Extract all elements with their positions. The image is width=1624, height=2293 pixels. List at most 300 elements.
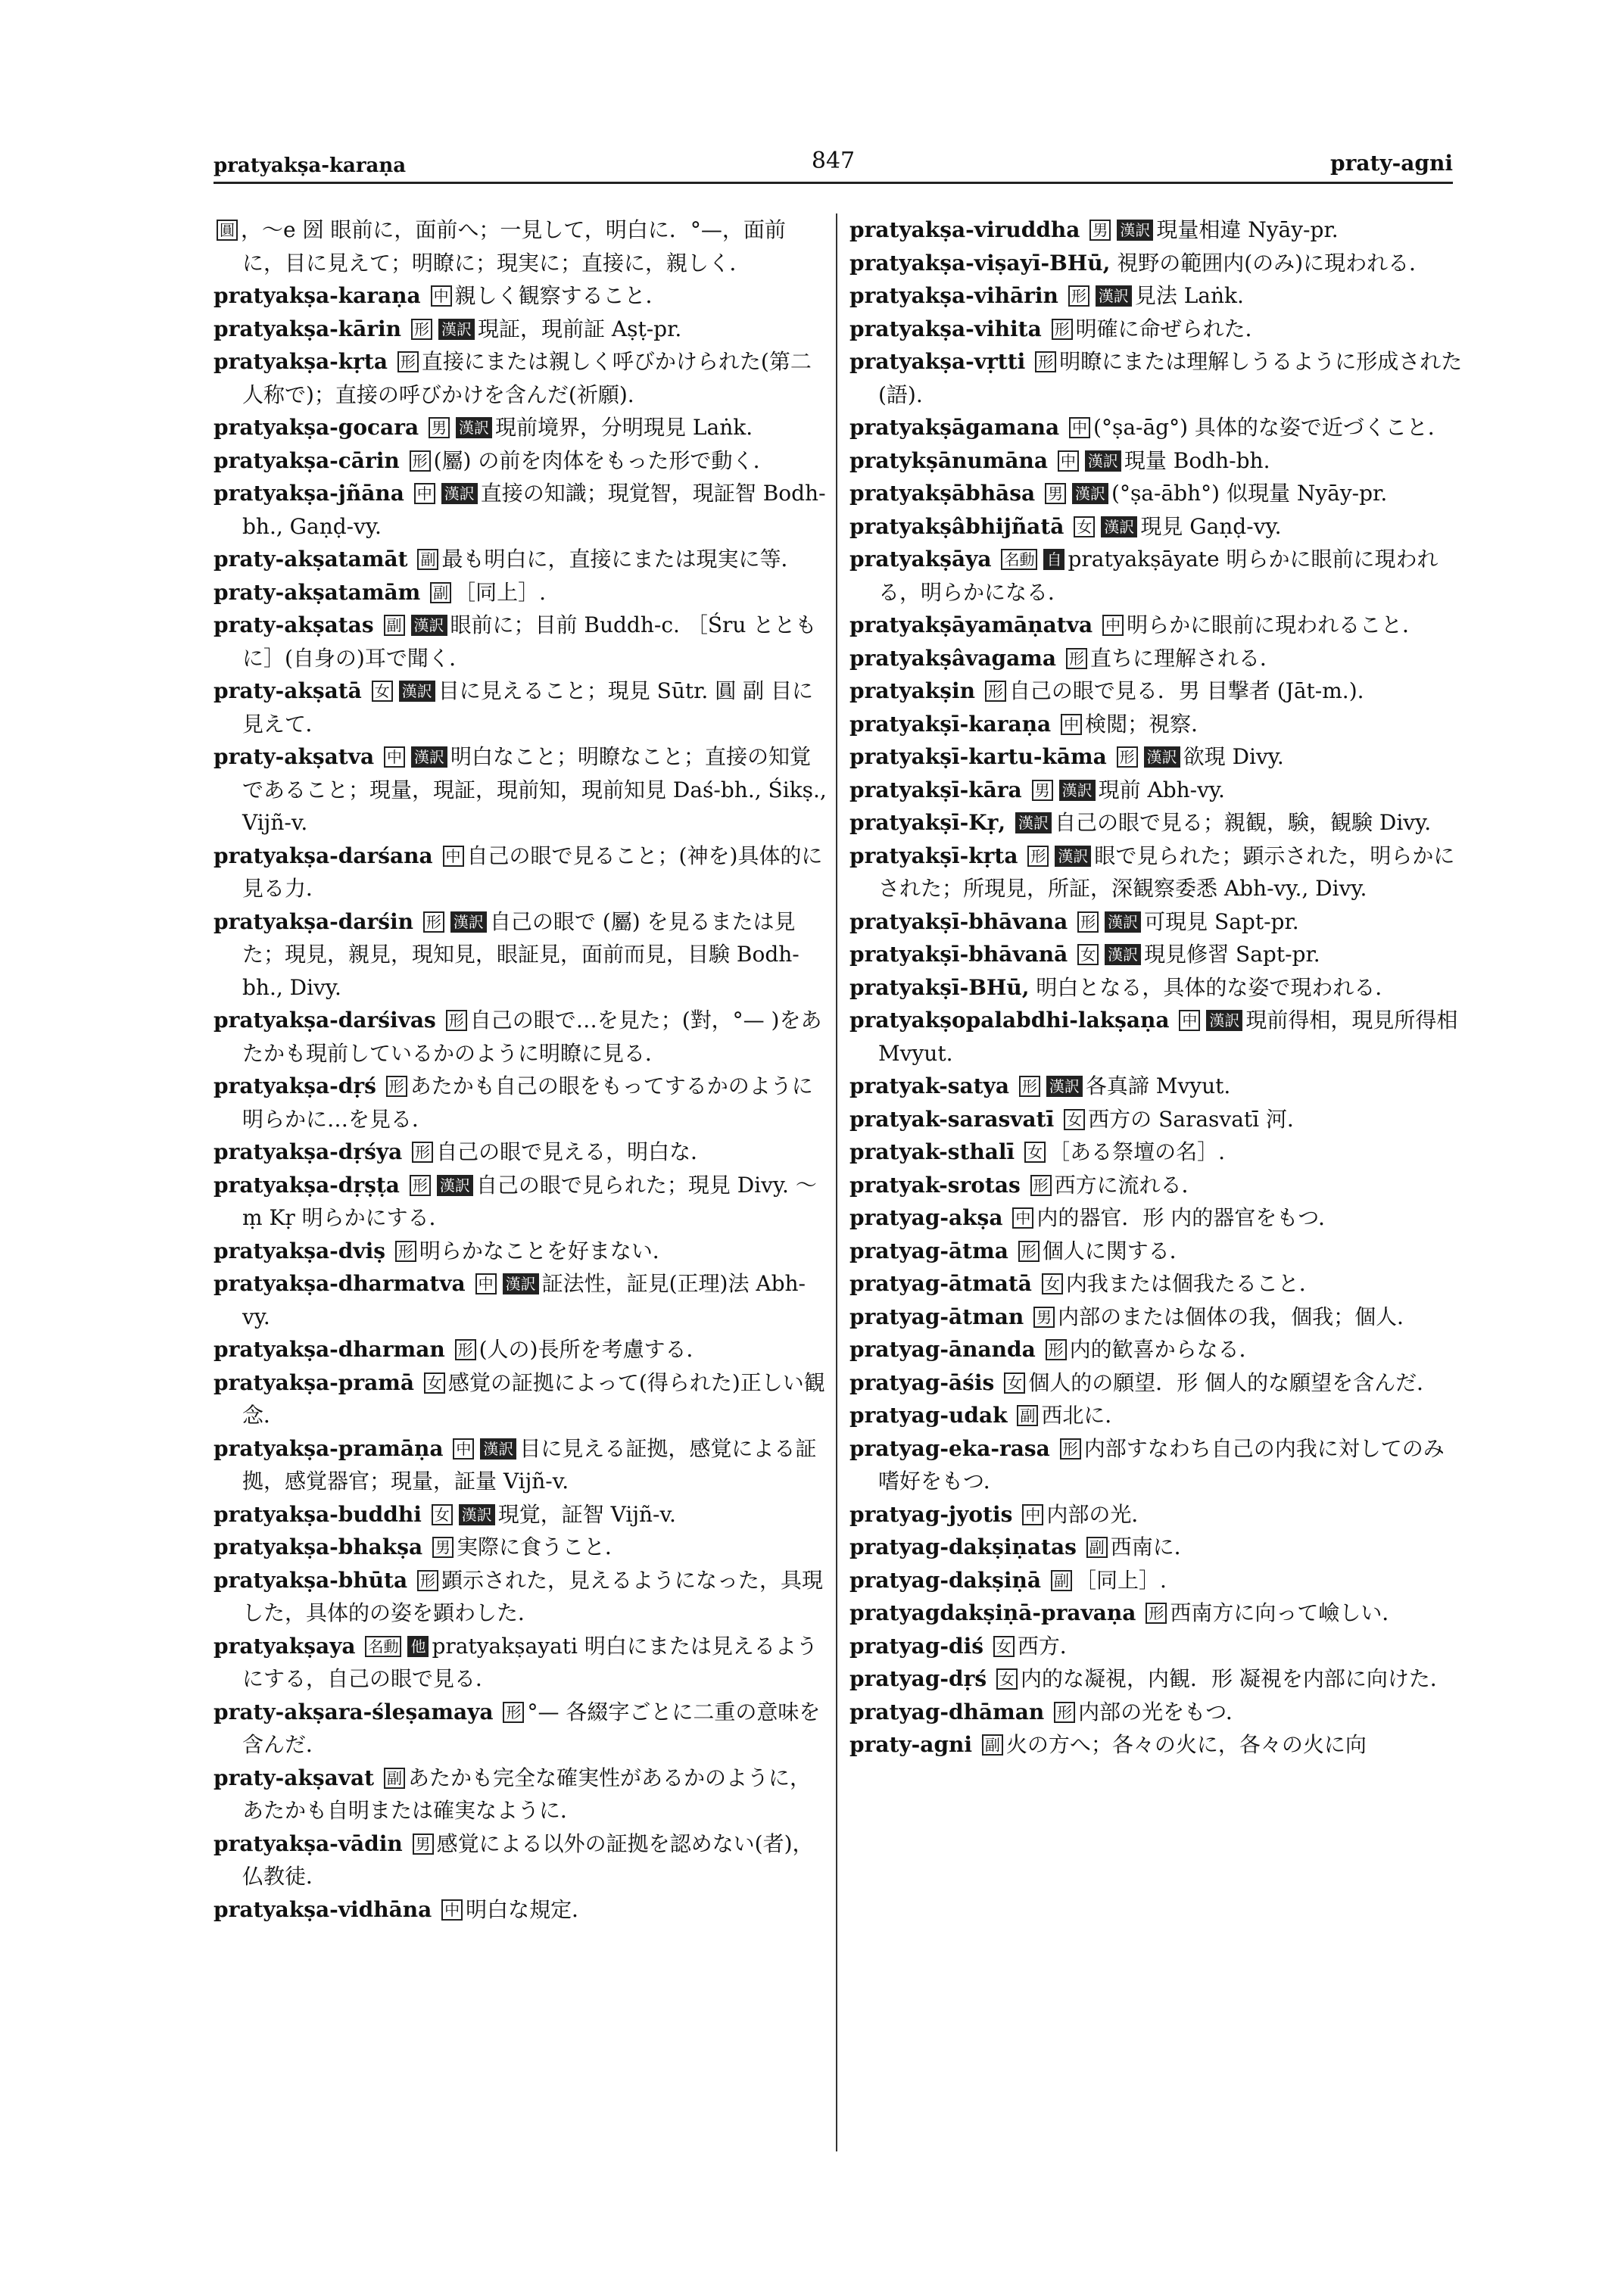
grammar-tag: 形 [446, 1010, 467, 1031]
definition-text: 内我または個我たること． [1065, 1271, 1320, 1296]
definition-text: 明らかなことを好まない． [419, 1238, 674, 1263]
dictionary-entry [849, 971, 1464, 1005]
headword: praty-akṣatva [214, 744, 375, 769]
dictionary-entry [849, 1267, 1464, 1301]
definition-text: (人の)長所を考慮する． [478, 1337, 708, 1362]
headword: pratyak-sthalī [849, 1139, 1015, 1164]
dictionary-entry [849, 411, 1464, 444]
dictionary-entry [214, 444, 827, 478]
headword: pratyag-dakṣiṇatas [849, 1534, 1077, 1559]
grammar-tag: 副 [1017, 1405, 1038, 1426]
translation-tag: 漢訳 [399, 681, 435, 702]
headword: pratyakṣa-viṣayī-BHū, [849, 250, 1111, 276]
headword: praty-akṣatamāt [214, 547, 408, 572]
grammar-tag: 形 [455, 1339, 476, 1360]
headword: pratykṣānumāna [849, 447, 1048, 473]
translation-tag: 漢訳 [1206, 1010, 1242, 1031]
running-head-left: pratyakṣa-karaṇa [214, 154, 407, 177]
definition-text: 西南方に向って嶮しい． [1170, 1600, 1404, 1625]
dictionary-entry [214, 576, 827, 609]
headword: pratyakṣa-vādin [214, 1830, 403, 1856]
definition-text: 内部すなわち自己の内我に対してのみ嗜好をもつ． [878, 1435, 1445, 1494]
grammar-tag: 中 [1179, 1010, 1200, 1031]
definition-text: あたかも自己の眼をもってするかのように明らかに…を見る． [242, 1073, 813, 1132]
grammar-tag: 形 [1019, 1076, 1040, 1097]
dictionary-entry [214, 1531, 827, 1564]
grammar-tag: 中 [453, 1438, 474, 1460]
grammar-tag: 形 [503, 1702, 524, 1723]
dictionary-entry [849, 1432, 1464, 1498]
headword: pratyakṣī-karaṇa [849, 711, 1052, 737]
translation-tag: 漢訳 [450, 911, 487, 933]
definition-text: 実際に食うこと． [457, 1534, 627, 1559]
headword: pratyag-eka-rasa [849, 1435, 1050, 1461]
definition-text: °— 各綴字ごとに二重の意味を含んだ． [242, 1699, 821, 1757]
definition-text: 現前得相，現見所得相 Mvyut. [878, 1008, 1458, 1066]
grammar-tag: 形 [423, 911, 444, 933]
dictionary-entry [849, 840, 1464, 905]
grammar-tag: 中 [414, 483, 435, 504]
running-head-right: praty-agni [1329, 151, 1453, 176]
definition-text: 明瞭にまたは理解しうるように形成された(語). [878, 349, 1463, 407]
grammar-tag: 中 [1102, 615, 1124, 636]
definition-text: 内的器官．形 内的器官をもつ． [1036, 1205, 1340, 1230]
dictionary-entry [214, 740, 827, 840]
dictionary-entry [849, 708, 1464, 741]
dictionary-entry [849, 543, 1464, 609]
definition-text: 現見修習 Sapt-pr. [1144, 942, 1320, 967]
definition-text: 自己の眼で見ること；(神を)具体的に見る力． [242, 843, 823, 901]
grammar-tag: 男 [1045, 483, 1066, 504]
definition-text: 検閲；視察． [1085, 711, 1213, 737]
dictionary-entry [214, 1169, 827, 1235]
definition-text: 現前境界，分明現見 Laṅk. [495, 415, 753, 440]
grammar-tag: 形 [1060, 1438, 1081, 1460]
definition-text: 眼前に；目前 Buddh-c. ［Śru とともに］(自身の)耳で聞く． [242, 612, 817, 671]
headword: pratyakṣin [849, 678, 975, 703]
headword: praty-akṣatā [214, 678, 362, 703]
headword: pratyakṣa-cārin [214, 447, 400, 473]
definition-text: 自己の眼で見る．男 目撃者 (Jāt-m.). [1008, 678, 1364, 703]
grammar-tag: 中 [1012, 1207, 1033, 1229]
dictionary-entry [849, 345, 1464, 411]
dictionary-entry [214, 1333, 827, 1366]
definition-text: 西方の Sarasvatī 河． [1088, 1106, 1309, 1132]
dictionary-entry [849, 1333, 1464, 1366]
dictionary-entry [849, 510, 1464, 544]
grammar-tag: 女 [432, 1504, 453, 1525]
grammar-tag: 形 [1066, 648, 1087, 669]
translation-tag: 漢訳 [1105, 911, 1141, 933]
headword: pratyakṣāya [849, 547, 992, 572]
definition-text: 内部の光． [1046, 1501, 1153, 1527]
translation-tag: 漢訳 [438, 319, 475, 340]
translation-tag: 漢訳 [1085, 450, 1121, 472]
dictionary-entry [849, 1301, 1464, 1334]
dictionary-entry [214, 1366, 827, 1432]
grammar-tag: 副 [384, 1768, 405, 1789]
translation-tag: 漢訳 [1101, 516, 1137, 537]
dictionary-entry [849, 740, 1464, 774]
translation-tag: 漢訳 [480, 1438, 516, 1460]
translation-tag: 漢訳 [459, 1504, 495, 1525]
grammar-tag: 女 [996, 1668, 1018, 1690]
dictionary-entry [214, 1564, 827, 1630]
headword: praty-akṣatas [214, 612, 374, 637]
dictionary-entry [214, 609, 827, 675]
grammar-tag: 形 [1030, 1175, 1052, 1196]
headword: pratyakṣopalabdhi-lakṣaṇa [849, 1008, 1170, 1033]
definition-text: 直接にまたは親しく呼びかけられた(第二人称で)；直接の呼びかけを含んだ(祈願). [242, 349, 812, 407]
headword: pratyakṣa-dharman [214, 1337, 445, 1362]
grammar-tag: 形 [1018, 1241, 1040, 1262]
definition-text: 明確に命ぜられた． [1075, 316, 1267, 341]
headword: pratyag-dṛś [849, 1666, 987, 1691]
translation-tag: 漢訳 [1144, 746, 1180, 768]
dictionary-entry [849, 1004, 1464, 1070]
dictionary-entry [849, 1696, 1464, 1729]
definition-text: 目に見える証拠，感覚による証拠，感覚器官；現量，証量 Vijñ-v. [242, 1435, 817, 1494]
grammar-tag: 男 [1089, 220, 1111, 241]
definition-text: 現覚，証智 Vijñ-v. [497, 1501, 676, 1527]
translation-tag: 漢訳 [503, 1273, 539, 1294]
grammar-tag: 形 [410, 450, 431, 472]
definition-text: 眼で見られた；顕示された，明らかにされた；所現見，所証，深観察委悉 Abh-vy., Divy. [878, 843, 1455, 901]
translation-tag: 漢訳 [1046, 1076, 1083, 1097]
definition-text: (屬) の前を肉体をもった形で動く． [433, 447, 775, 473]
translation-tag: 漢訳 [456, 417, 492, 438]
dictionary-entry [849, 1399, 1464, 1432]
headword: pratyag-dhāman [849, 1699, 1045, 1724]
headword: pratyakṣa-darśin [214, 908, 413, 934]
dictionary-entry [214, 1136, 827, 1169]
definition-text: 現証，現前証 Aṣṭ-pr. [477, 316, 682, 341]
grammar-tag: 中 [441, 1899, 463, 1921]
translation-tag: 漢訳 [437, 1175, 473, 1196]
definition-text: 現量相違 Nyāy-pr. [1156, 217, 1339, 242]
headword: pratyakṣī-Kṛ, [849, 810, 1006, 835]
translation-tag: 漢訳 [1059, 780, 1096, 801]
grammar-tag: 形 [1046, 1339, 1067, 1360]
definition-text: 西方に流れる． [1054, 1172, 1203, 1198]
definition-text: 可現見 Sapt-pr. [1144, 908, 1299, 934]
headword: pratyakṣābhāsa [849, 481, 1036, 506]
definition-text: 視野の範囲内(のみ)に現われる． [1117, 250, 1431, 276]
dictionary-entry [849, 1728, 1464, 1762]
dictionary-entry [849, 1201, 1464, 1235]
definition-text: 自己の眼で見える，明白な． [436, 1139, 712, 1164]
grammar-tag: 形 [1077, 911, 1099, 933]
definition-text: ，～e 圀 眼前に，面前へ；一見して，明白に．°—，面前に，目に見えて；明瞭に；現実に；直接に，親しく． [241, 217, 786, 276]
headword: pratyakṣa-buddhi [214, 1501, 422, 1527]
dictionary-entry [849, 675, 1464, 708]
headword: pratyak-sarasvatī [849, 1106, 1055, 1132]
headword: pratyakṣa-dṛś [214, 1073, 376, 1098]
dictionary-entry [849, 213, 1464, 247]
grammar-tag: 男 [432, 1537, 454, 1558]
translation-tag: 漢訳 [1117, 220, 1153, 241]
page-header [214, 136, 1453, 184]
definition-text: ［同上］. [454, 579, 547, 605]
definition-text: 直ちに理解される． [1089, 645, 1281, 671]
definition-text: 最も明白に，直接にまたは現実に等． [441, 547, 803, 572]
grammar-tag: 女 [1074, 516, 1095, 537]
definition-text: 自己の眼で見る；親観，験，観験 Divy. [1054, 810, 1432, 835]
left-column [214, 213, 827, 1926]
dictionary-entry [849, 279, 1464, 313]
headword: pratyakṣī-kāra [849, 777, 1022, 802]
definition-text: (°ṣa-ābh°) 似現量 Nyāy-pr. [1111, 481, 1388, 506]
headword: praty-akṣavat [214, 1765, 375, 1790]
dictionary-entry [214, 1498, 827, 1531]
dictionary-entry [849, 774, 1464, 807]
definition-text: 自己の眼で見られた；現見 Divy. ～ṃ Kṛ 明らかにする． [242, 1172, 817, 1230]
grammar-tag: 副 [1051, 1570, 1072, 1591]
definition-text: 西南に． [1110, 1534, 1195, 1559]
translation-tag: 漢訳 [411, 746, 447, 768]
headword: pratyak-srotas [849, 1172, 1021, 1198]
translation-tag: 漢訳 [1072, 483, 1108, 504]
definition-text: 内的な凝視，内観．形 凝視を内部に向けた． [1021, 1666, 1451, 1691]
headword: pratyag-ātman [849, 1304, 1024, 1329]
headword: pratyag-ātma [849, 1238, 1008, 1263]
definition-text: 西北に． [1041, 1403, 1127, 1428]
translation-tag: 漢訳 [441, 483, 478, 504]
headword: pratyag-ātmatā [849, 1271, 1032, 1296]
dictionary-entry [214, 279, 827, 313]
headword: pratyakṣa-dviṣ [214, 1238, 385, 1263]
definition-text: 各真諦 Mvyut. [1085, 1073, 1231, 1098]
dictionary-entry [849, 1662, 1464, 1696]
headword: pratyakṣa-dṛṣṭa [214, 1172, 400, 1198]
definition-text: 欲現 Divy. [1183, 744, 1284, 769]
grammar-tag: 副 [982, 1734, 1003, 1756]
grammar-tag: 女 [1064, 1109, 1085, 1130]
headword: pratyag-jyotis [849, 1501, 1013, 1527]
definition-text: 顕示された，見えるようになった，具現した，具体的の姿を顕わした． [242, 1567, 824, 1625]
right-column [849, 213, 1464, 1762]
dictionary-entry [214, 1070, 827, 1136]
grammar-tag: 中 [384, 746, 405, 768]
dictionary-entry [849, 1564, 1464, 1597]
definition-text: 感覚による以外の証拠を認めない(者)，仏教徒． [242, 1830, 814, 1889]
dictionary-entry [849, 1597, 1464, 1630]
definition-text: 見法 Laṅk. [1134, 283, 1244, 308]
grammar-tag: 女 [1042, 1273, 1063, 1294]
grammar-tag: 形 [1054, 1702, 1075, 1723]
headword: pratyakṣa-kārin [214, 316, 402, 341]
definition-text: (°ṣa-āg°) 具体的な姿で近づくこと． [1093, 415, 1449, 440]
headword: pratyakṣa-vṛtti [849, 349, 1026, 374]
headword: pratyakṣī-bhāvanā [849, 942, 1068, 967]
dictionary-entry [849, 1169, 1464, 1202]
grammar-tag: 副 [430, 582, 451, 603]
headword: pratyakṣa-pramā [214, 1369, 414, 1395]
grammar-tag: 形 [1146, 1603, 1167, 1624]
dictionary-entry [849, 1070, 1464, 1103]
headword: praty-akṣatamām [214, 579, 421, 605]
headword: pratyag-dakṣiṇā [849, 1567, 1042, 1593]
headword: pratyak-satya [849, 1073, 1009, 1098]
headword: pratyakṣa-darśana [214, 843, 433, 868]
dictionary-entry [849, 444, 1464, 478]
dictionary-entry [214, 905, 827, 1005]
grammar-tag: 形 [985, 681, 1006, 702]
headword: praty-akṣara-śleṣamaya [214, 1699, 494, 1724]
definition-text: 現前 Abh-vy. [1098, 777, 1225, 802]
dictionary-entry [214, 1004, 827, 1070]
grammar-tag: 形 [410, 1175, 431, 1196]
headword: pratyag-diś [849, 1633, 983, 1659]
dictionary-entry [214, 1893, 827, 1927]
definition-text: 明白となる，具体的な姿で現われる． [1036, 974, 1397, 1000]
definition-text: 火の方へ；各々の火に，各々の火に向 [1005, 1732, 1367, 1757]
headword: pratyag-āśis [849, 1369, 995, 1395]
translation-tag: 自 [1043, 549, 1064, 570]
grammar-tag: 形 [397, 351, 419, 372]
grammar-tag: 形 [386, 1076, 407, 1097]
grammar-tag: 形 [417, 1570, 438, 1591]
grammar-tag: 名動 [1001, 549, 1037, 570]
headword: pratyakṣāyamāṇatva [849, 612, 1093, 637]
headword: pratyakṣa-jñāna [214, 481, 404, 506]
definition-text: 個人に関する． [1042, 1238, 1191, 1263]
dictionary-entry [849, 905, 1464, 939]
headword: pratyakṣa-dṛśya [214, 1139, 403, 1164]
grammar-tag: 中 [431, 285, 452, 307]
headword: pratyakṣī-BHū, [849, 974, 1030, 1000]
grammar-tag: 中 [475, 1273, 497, 1294]
grammar-tag: 形 [1068, 285, 1089, 307]
headword: pratyakṣa-bhūta [214, 1567, 408, 1593]
headword: pratyakṣâbhijñatā [849, 513, 1064, 539]
dictionary-entry [849, 477, 1464, 510]
definition-text: ［同上］. [1074, 1567, 1167, 1593]
headword: pratyakṣī-kartu-kāma [849, 744, 1107, 769]
headword: pratyakṣa-gocara [214, 415, 419, 440]
translation-tag: 漢訳 [1055, 846, 1091, 867]
headword: pratyakṣa-kṛta [214, 349, 388, 374]
dictionary-entry [214, 675, 827, 740]
definition-text: 明らかに眼前に現われること． [1127, 612, 1424, 637]
grammar-tag: 女 [372, 681, 393, 702]
grammar-tag: 女 [1024, 1142, 1046, 1163]
grammar-tag: 男 [1033, 1307, 1055, 1328]
definition-text: 内部のまたは個体の我，個我；個人． [1058, 1304, 1419, 1329]
definition-text: 証法性，証見(正理)法 Abh-vy. [242, 1271, 806, 1329]
definition-text: 感覚の証拠によって(得られた)正しい観念． [242, 1369, 825, 1428]
grammar-tag: 名動 [365, 1636, 401, 1657]
definition-text: ［ある祭壇の名］. [1049, 1139, 1225, 1164]
grammar-tag: 圓 [217, 220, 238, 241]
dictionary-entry [214, 1432, 827, 1498]
dictionary-entry [214, 345, 827, 411]
headword: pratyakṣa-vihita [849, 316, 1042, 341]
dictionary-entry [849, 806, 1464, 840]
definition-text: 親しく観察すること． [454, 283, 667, 308]
grammar-tag: 男 [413, 1833, 434, 1855]
headword: pratyag-akṣa [849, 1205, 1003, 1230]
definition-text: 内的歓喜からなる． [1069, 1337, 1261, 1362]
dictionary-entry [214, 411, 827, 444]
grammar-tag: 副 [417, 549, 438, 570]
dictionary-entry [214, 543, 827, 576]
headword: pratyag-udak [849, 1403, 1008, 1428]
dictionary-entry [849, 1366, 1464, 1400]
headword: pratyakṣâvagama [849, 645, 1057, 671]
headword: pratyakṣaya [214, 1633, 356, 1659]
translation-tag: 漢訳 [1105, 944, 1141, 965]
grammar-tag: 中 [1069, 417, 1090, 438]
grammar-tag: 女 [993, 1636, 1015, 1657]
grammar-tag: 形 [411, 319, 432, 340]
dictionary-entry [214, 840, 827, 905]
dictionary-entry [214, 1267, 827, 1333]
translation-tag: 漢訳 [1096, 285, 1132, 307]
definition-text: 明白な規定． [466, 1896, 594, 1922]
grammar-tag: 形 [1035, 351, 1056, 372]
page-number: 847 [811, 148, 856, 174]
grammar-tag: 形 [412, 1142, 433, 1163]
dictionary-entry [849, 1498, 1464, 1531]
grammar-tag: 女 [1077, 944, 1099, 965]
translation-tag: 他 [407, 1636, 429, 1657]
headword: pratyakṣa-viruddha [849, 217, 1080, 242]
headword: pratyakṣa-pramāṇa [214, 1435, 444, 1461]
grammar-tag: 形 [1052, 319, 1073, 340]
dictionary-entry [849, 1235, 1464, 1268]
dictionary-entry [849, 1630, 1464, 1663]
grammar-tag: 中 [443, 846, 464, 867]
dictionary-entry [214, 1762, 827, 1827]
column-divider [836, 213, 837, 2151]
grammar-tag: 中 [1058, 450, 1079, 472]
headword: pratyakṣa-vidhāna [214, 1896, 432, 1922]
headword: pratyakṣāgamana [849, 415, 1060, 440]
grammar-tag: 女 [1004, 1372, 1025, 1394]
dictionary-entry [849, 247, 1464, 280]
definition-text: あたかも完全な確実性があるかのように，あたかも自明または確実なように． [242, 1765, 812, 1823]
headword: pratyakṣī-bhāvana [849, 908, 1068, 934]
definition-text: 明白なこと；明瞭なこと；直接の知覚であること；現量，現証，現前知，現前知見 Daś-bh., Śikṣ., Vijñ-v. [242, 744, 827, 835]
grammar-tag: 副 [1086, 1537, 1108, 1558]
headword: pratyakṣa-dharmatva [214, 1271, 466, 1296]
dictionary-entry [214, 1235, 827, 1268]
dictionary-entry [214, 313, 827, 346]
grammar-tag: 中 [1022, 1504, 1043, 1525]
dictionary-entry [214, 477, 827, 543]
translation-tag: 漢訳 [411, 615, 447, 636]
definition-text: 内部の光をもつ． [1078, 1699, 1248, 1724]
dictionary-entry [214, 213, 827, 279]
dictionary-entry [849, 938, 1464, 971]
headword: praty-agni [849, 1732, 973, 1757]
headword: pratyakṣa-darśivas [214, 1008, 436, 1033]
grammar-tag: 男 [429, 417, 450, 438]
dictionary-entry [849, 313, 1464, 346]
headword: pratyag-ānanda [849, 1337, 1036, 1362]
dictionary-entry [849, 1103, 1464, 1136]
dictionary-entry [214, 1630, 827, 1696]
dictionary-entry [849, 1136, 1464, 1169]
grammar-tag: 男 [1032, 780, 1053, 801]
definition-text: pratyakṣāyate 明らかに眼前に現われる，明らかになる． [878, 547, 1439, 605]
definition-text: 自己の眼で (屬) を見るまたは見た；現見，親見，現知見，眼証見，面前而見，目験 Bodh-bh., Divy. [242, 908, 800, 1000]
headword: pratyakṣa-vihārin [849, 283, 1058, 308]
headword: pratyakṣa-bhakṣa [214, 1534, 423, 1559]
definition-text: 個人的の願望．形 個人的な願望を含んだ． [1028, 1369, 1439, 1395]
definition-text: 直接の知識；現覚智，現証智 Bodh-bh., Gaṇḍ-vy. [242, 481, 826, 539]
